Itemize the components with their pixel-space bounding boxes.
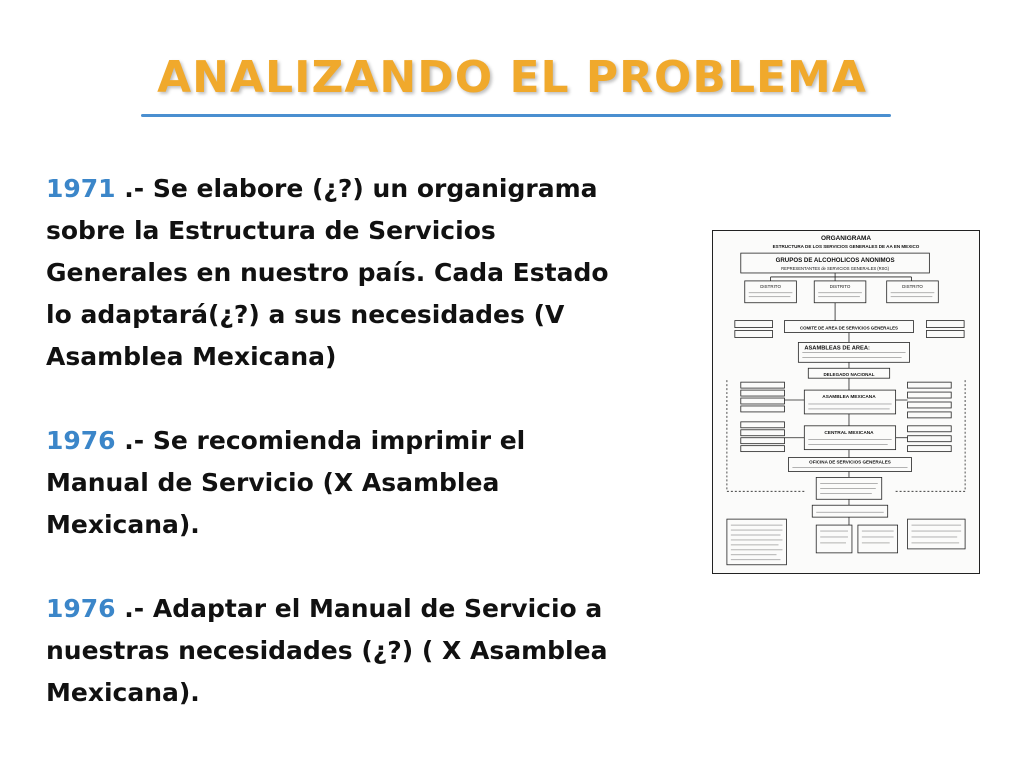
organigram-oficina: OFICINA DE SERVICIOS GENERALES: [809, 459, 891, 465]
organigram-central-mexicana: CENTRAL MEXICANA: [824, 430, 874, 436]
organigram-asambleas: ASAMBLEAS DE AREA:: [804, 345, 870, 352]
item-1976-a: [46, 420, 616, 546]
item-1971: [46, 168, 616, 378]
item-text: .- Se recomienda imprimir el Manual de Servicio (X Asamblea Mexicana).: [46, 426, 526, 539]
organigram-comite-area: COMITE DE AREA DE SERVICIOS GENERALES: [800, 325, 898, 331]
organigram-distrito: DISTRITO: [902, 283, 923, 289]
organigram-image: [712, 230, 980, 574]
title-underline: [141, 114, 891, 117]
item-year: 1976: [46, 426, 116, 455]
item-year: 1971: [46, 174, 116, 203]
item-text: .- Adaptar el Manual de Servicio a nuestras necesidades (¿?) ( X Asamblea Mexicana).: [46, 594, 608, 707]
organigram-groups: GRUPOS DE ALCOHOLICOS ANONIMOS: [775, 257, 895, 265]
organigram-delegado: DELEGADO NACIONAL: [823, 372, 875, 378]
item-year: 1976: [46, 594, 116, 623]
organigram-asamblea-mexicana: ASAMBLEA MEXICANA: [822, 395, 876, 401]
organigram-distrito: DISTRITO: [760, 283, 781, 289]
item-1976-b: [46, 588, 616, 714]
slide-title: ANALIZANDO EL PROBLEMA: [157, 52, 867, 103]
organigram-subheading: ESTRUCTURA DE LOS SERVICIOS GENERALES DE AA EN MEXICO: [772, 244, 920, 250]
item-text: .- Se elabore (¿?) un organigrama sobre la Estructura de Servicios Generales en nuestro país. Cada Estado lo adaptará(¿?) a sus necesidades (V Asamblea Mexicana): [46, 174, 609, 371]
organigram-heading: ORGANIGRAMA: [820, 235, 872, 243]
organigram-drawing: [713, 231, 979, 573]
organigram-rsg: REPRESENTANTES de SERVICIOS GENERALES (RSG): [781, 265, 890, 271]
organigram-distrito: DISTRITO: [829, 283, 851, 289]
body-text: [46, 168, 616, 756]
